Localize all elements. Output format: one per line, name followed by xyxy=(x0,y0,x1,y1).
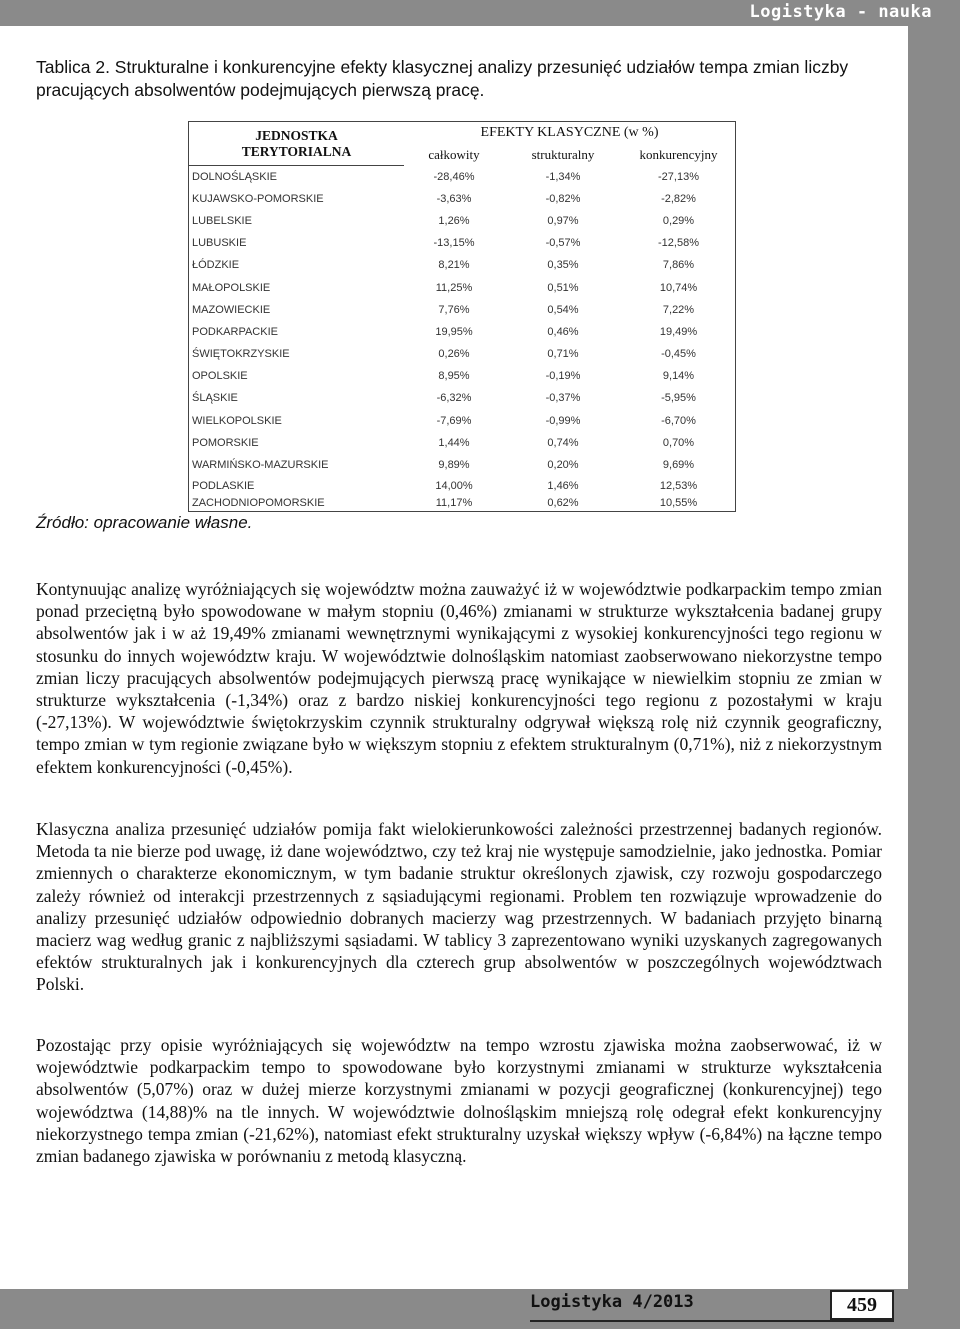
table-row xyxy=(189,410,736,432)
unit-header-line1: JEDNOSTKA xyxy=(255,127,338,143)
total-value: 9,89% xyxy=(438,459,470,472)
page-number: 459 xyxy=(830,1290,894,1320)
total-value: -13,15% xyxy=(433,237,475,250)
footer-band xyxy=(0,1289,960,1329)
paragraph-2: Klasyczna analiza przesunięć udziałów pomija fakt wielokierunkowości zależności przestrzennej badanych regionów. Metoda ta nie bierze pod uwagę, iż dane województwo, czy też kraj nie występuje samodzielnie, jako jednostka. Pomiar zmiennych o charakterze ekonomicznym, w tym badanie struktur określonych zjawisk, czy rozwoju gospodarczego zależy również od interakcji przestrzennych z sąsiadującymi regionami. Problem ten rozwiązuje wprowadzenie do analizy przesunięć udziałów odpowiednio dobranych macierzy wag przestrzennych. W badaniach przyjęto binarną macierz wag według granic z najbliższymi sąsiadami. W tablicy 3 zaprezentowano wyniki uzyskanych zagregowanych efektów strukturalnych jak i konkurencyjnych dla czterech grup absolwentów w poszczególnych województwach Polski. xyxy=(36,819,882,995)
region-name: KUJAWSKO-POMORSKIE xyxy=(189,188,405,210)
col-header-structural: strukturalny xyxy=(531,146,595,162)
structural-value: 0,62% xyxy=(504,496,622,511)
competitive-value: 7,22% xyxy=(622,299,736,321)
competitive-value: 7,86% xyxy=(622,254,736,276)
competitive-value: 9,14% xyxy=(622,365,736,387)
structural-value: 0,35% xyxy=(547,259,579,272)
region-name: POMORSKIE xyxy=(189,432,405,454)
structural-value: -0,82% xyxy=(545,192,581,205)
col-header-total: całkowity xyxy=(428,146,480,162)
table-row xyxy=(189,166,736,188)
unit-header xyxy=(189,122,405,166)
structural-value: -0,19% xyxy=(545,370,581,383)
total-value: 0,26% xyxy=(438,348,470,361)
structural-value: -1,34% xyxy=(545,170,581,183)
region-name: LUBELSKIE xyxy=(189,210,405,232)
structural-value: -0,99% xyxy=(545,414,581,427)
region-name: PODLASKIE xyxy=(189,476,405,496)
table-header-row xyxy=(189,122,736,144)
structural-value: 0,97% xyxy=(547,214,579,227)
table-row xyxy=(189,232,736,254)
total-value: -3,63% xyxy=(436,192,472,205)
table-row xyxy=(189,321,736,343)
region-name: DOLNOŚLĄSKIE xyxy=(189,166,405,188)
region-name: PODKARPACKIE xyxy=(189,321,405,343)
table-row xyxy=(189,476,736,496)
region-name: WIELKOPOLSKIE xyxy=(189,410,405,432)
source-note: Źródło: opracowanie własne. xyxy=(36,513,253,532)
right-margin-band xyxy=(908,26,960,1329)
structural-value: 0,71% xyxy=(547,348,579,361)
unit-header-line2: TERYTORIALNA xyxy=(241,143,352,159)
total-value: 19,95% xyxy=(435,325,473,338)
paragraph-3: Pozostając przy opisie wyróżniających się województw na tempo wzrostu zjawiska można zaobserwować, iż w województwie podkarpackim tempo to spowodowane było korzystnymi zmianami w strukturze wykształcenia absolwentów (5,07%) oraz w dużej mierze korzystnymi zmianami w pozycji geograficznej (konkurencyjnej) tego województwa (14,88)% na tle innych. W województwie dolnośląskim mniejszą rolę odegrał efekt konkurencyjny niekorzystnego tempa zmian (-21,62%), natomiast efekt strukturalny uzyskał większy wpływ (-6,84%) na łączne tempo zmian badanego zjawiska w porównaniu z metodą klasyczną. xyxy=(36,1035,882,1167)
region-name: ŚWIĘTOKRZYSKIE xyxy=(189,343,405,365)
table-row xyxy=(189,276,736,298)
total-value: 14,00% xyxy=(435,480,473,493)
table-row xyxy=(189,299,736,321)
total-value: 8,95% xyxy=(438,370,470,383)
region-name: LUBUSKIE xyxy=(189,232,405,254)
competitive-value: -6,70% xyxy=(622,410,736,432)
footer-rule xyxy=(530,1320,894,1322)
table-row xyxy=(189,496,736,511)
total-value: -7,69% xyxy=(436,414,472,427)
competitive-value: 10,55% xyxy=(622,496,736,511)
competitive-value: -0,45% xyxy=(622,343,736,365)
table-row xyxy=(189,365,736,387)
table-row xyxy=(189,432,736,454)
region-name: MAZOWIECKIE xyxy=(189,299,405,321)
competitive-value: 0,29% xyxy=(622,210,736,232)
total-value: 1,44% xyxy=(438,436,470,449)
structural-value: -0,37% xyxy=(545,392,581,405)
competitive-value: -2,82% xyxy=(622,188,736,210)
competitive-value: -5,95% xyxy=(622,387,736,409)
competitive-value: 9,69% xyxy=(622,454,736,476)
total-value: 7,76% xyxy=(438,303,470,316)
table-row xyxy=(189,387,736,409)
total-value: -6,32% xyxy=(436,392,472,405)
total-value: 11,25% xyxy=(435,281,473,294)
region-name: ZACHODNIOPOMORSKIE xyxy=(189,496,405,511)
table-row xyxy=(189,343,736,365)
structural-value: 1,46% xyxy=(547,480,579,493)
region-name: WARMIŃSKO-MAZURSKIE xyxy=(189,454,405,476)
effects-table xyxy=(188,121,736,512)
structural-value: 0,20% xyxy=(547,459,579,472)
journal-section-title: Logistyka - nauka xyxy=(749,2,932,22)
total-value: 1,26% xyxy=(438,214,470,227)
competitive-value: -12,58% xyxy=(622,232,736,254)
total-value: 8,21% xyxy=(438,259,470,272)
region-name: ŚLĄSKIE xyxy=(189,387,405,409)
region-name: OPOLSKIE xyxy=(189,365,405,387)
table-row xyxy=(189,210,736,232)
paragraph-1: Kontynuując analizę wyróżniających się województw można zauważyć iż w województwie podkarpackim tempo zmian ponad przeciętną było spowodowane w małym stopniu (0,46%) zmianami w strukturze wykształcenia badanej grupy absolwentów jak i w aż 19,49% zmianami wewnętrznymi wynikającymi z wysokiej konkurencyjności tego regionu w stosunku do innych województw kraju. W województwie dolnośląskim natomiast zaobserwowano niekorzystne tempo zmian liczy pracujących absolwentów podejmujących pierwszą pracę wynikające w niewielkim stopniu ze zmian w strukturze wykształcenia (-1,34%) oraz z bardzo niskiej konkurencyjności tego regionu z pozostałymi w kraju (-27,13%). W województwie świętokrzyskim czynnik strukturalny odgrywał większą rolę niż czynnik geograficzny, tempo zmian w tym regionie związane było w większym stopniu z efektem strukturalnym (0,71%), niż z niekorzystnym efektem konkurencyjności (-0,45%). xyxy=(36,579,882,777)
structural-value: 0,51% xyxy=(547,281,579,294)
competitive-value: 10,74% xyxy=(622,276,736,298)
table-row xyxy=(189,188,736,210)
competitive-value: -27,13% xyxy=(622,166,736,188)
total-value: -28,46% xyxy=(433,170,475,183)
structural-value: -0,57% xyxy=(545,237,581,250)
total-value: 11,17% xyxy=(404,496,504,511)
header-band xyxy=(0,0,960,26)
table-row xyxy=(189,254,736,276)
region-name: ŁÓDZKIE xyxy=(189,254,405,276)
col-header-competitive: konkurencyjny xyxy=(622,144,736,166)
table-body xyxy=(189,166,736,512)
table-caption: Tablica 2. Strukturalne i konkurencyjne efekty klasycznej analizy przesunięć udziałów tempa zmian liczby pracujących absolwentów podejmujących pierwszą pracę. xyxy=(36,57,849,100)
structural-value: 0,74% xyxy=(547,436,579,449)
structural-value: 0,46% xyxy=(547,325,579,338)
table-row xyxy=(189,454,736,476)
competitive-value: 12,53% xyxy=(622,476,736,496)
competitive-value: 0,70% xyxy=(622,432,736,454)
effects-header: EFEKTY KLASYCZNE (w %) xyxy=(404,122,736,144)
region-name: MAŁOPOLSKIE xyxy=(189,276,405,298)
footer-journal-name: Logistyka 4/2013 xyxy=(530,1292,694,1312)
structural-value: 0,54% xyxy=(547,303,579,316)
competitive-value: 19,49% xyxy=(622,321,736,343)
page-content xyxy=(0,26,908,1289)
